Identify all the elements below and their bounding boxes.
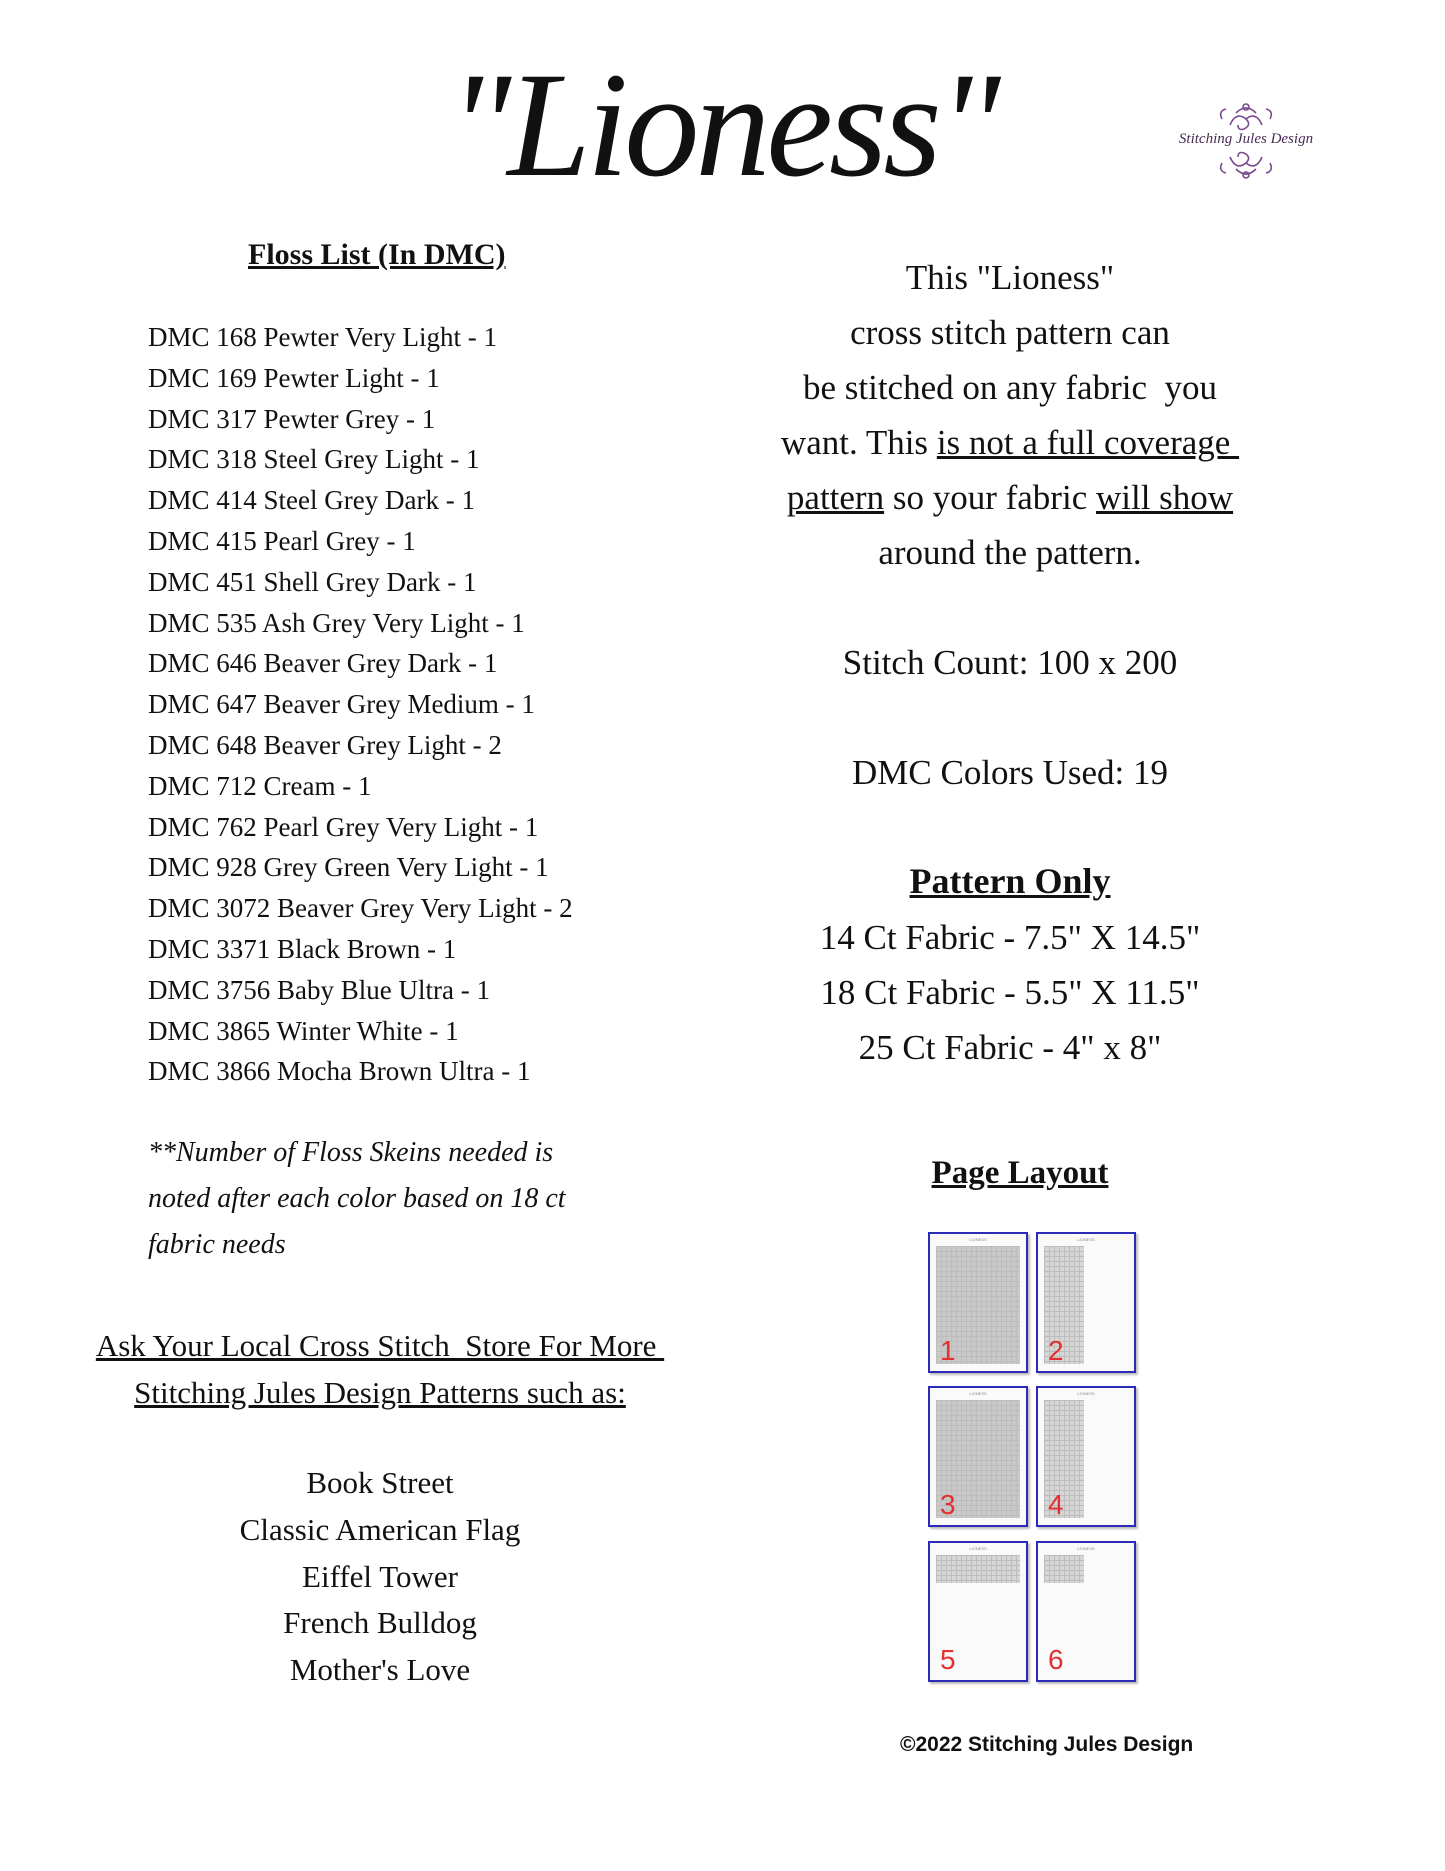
desc-line: cross stitch pattern can — [850, 313, 1170, 352]
desc-line — [740, 470, 1280, 525]
floss-item: DMC 317 Pewter Grey - 1 — [148, 403, 436, 434]
thumbnail-caption: LIONESS — [1077, 1391, 1095, 1396]
page-number: 3 — [940, 1489, 956, 1520]
stitch-grid — [1044, 1555, 1084, 1583]
desc-line: be stitched on any fabric you — [802, 368, 1218, 407]
floss-item: DMC 169 Pewter Light - 1 — [148, 362, 440, 393]
thumbnail-caption: LIONESS — [1077, 1237, 1095, 1242]
fabric-size-list — [740, 910, 1280, 1075]
pattern-name: Mother's Love — [289, 1652, 471, 1688]
desc-line: around the pattern. — [878, 533, 1142, 572]
desc-line: This "Lioness" — [905, 258, 1115, 297]
floss-item: DMC 318 Steel Grey Light - 1 — [148, 444, 480, 475]
stitch-grid — [936, 1555, 1020, 1583]
page-number: 1 — [940, 1335, 956, 1366]
floss-item: DMC 648 Beaver Grey Light - 2 — [148, 729, 502, 760]
page-number: 6 — [1048, 1644, 1064, 1675]
floss-item: DMC 168 Pewter Very Light - 1 — [148, 322, 497, 352]
ask-line-2: Stitching Jules Design Patterns such as: — [134, 1375, 626, 1410]
pattern-name: Classic American Flag — [239, 1511, 521, 1547]
floss-list-heading: Floss List (In DMC) — [248, 238, 506, 271]
pattern-name: French Bulldog — [283, 1605, 477, 1641]
other-patterns-list — [180, 1460, 580, 1694]
pattern-description — [740, 250, 1280, 580]
thumbnail-caption: LIONESS — [969, 1546, 987, 1551]
page-thumbnail-5 — [928, 1541, 1028, 1682]
desc-text: want. This — [780, 423, 937, 462]
floss-item: DMC 3756 Baby Blue Ultra - 1 — [148, 974, 490, 1005]
floss-item: DMC 451 Shell Grey Dark - 1 — [148, 566, 477, 597]
fabric-size: 25 Ct Fabric - 4" x 8" — [858, 1028, 1162, 1067]
logo-text: Stitching Jules Design — [1178, 131, 1314, 147]
page-thumbnail-1 — [928, 1232, 1028, 1373]
brand-logo — [1166, 95, 1326, 190]
pattern-only-heading: Pattern Only — [909, 861, 1111, 901]
page-thumbnail-2 — [1036, 1232, 1136, 1373]
copyright: ©2022 Stitching Jules Design — [900, 1733, 1194, 1756]
page-thumbnail-4 — [1036, 1386, 1136, 1527]
page-number: 5 — [940, 1644, 956, 1675]
thumbnail-caption: LIONESS — [969, 1237, 987, 1242]
stitch-count: Stitch Count: 100 x 200 — [842, 643, 1178, 682]
floss-item: DMC 762 Pearl Grey Very Light - 1 — [148, 811, 539, 842]
desc-emphasis: is not a full coverage — [936, 423, 1240, 462]
ask-local-store-text — [60, 1322, 700, 1416]
page-thumbnail-3 — [928, 1386, 1028, 1527]
thumbnail-caption: LIONESS — [969, 1391, 987, 1396]
desc-emphasis: pattern — [786, 478, 885, 517]
fabric-size: 18 Ct Fabric - 5.5" X 11.5" — [820, 973, 1200, 1012]
ask-line-1: Ask Your Local Cross Stitch Store For More — [95, 1328, 665, 1363]
pattern-name: Book Street — [306, 1465, 454, 1500]
colors-used: DMC Colors Used: 19 — [852, 753, 1168, 792]
skein-note: **Number of Floss Skeins needed is noted after each color based on 18 ct fabric needs — [148, 1137, 566, 1260]
floss-item: DMC 3866 Mocha Brown Ultra - 1 — [148, 1056, 531, 1087]
desc-emphasis: will show — [1095, 478, 1234, 517]
floss-item: DMC 928 Grey Green Very Light - 1 — [148, 852, 549, 883]
page-title: "Lioness" — [448, 42, 997, 208]
floss-item: DMC 646 Beaver Grey Dark - 1 — [148, 648, 498, 679]
floss-item: DMC 3865 Winter White - 1 — [148, 1015, 459, 1046]
floss-item: DMC 3072 Beaver Grey Very Light - 2 — [148, 893, 573, 924]
thumbnail-caption: LIONESS — [1077, 1546, 1095, 1551]
desc-line — [740, 415, 1280, 470]
floss-item: DMC 3371 Black Brown - 1 — [148, 933, 457, 964]
floss-list — [148, 317, 573, 1092]
floss-item: DMC 712 Cream - 1 — [148, 770, 372, 801]
page-number: 4 — [1048, 1489, 1064, 1520]
desc-text: so your fabric — [884, 478, 1096, 517]
pattern-name: Eiffel Tower — [302, 1558, 458, 1594]
page-thumbnail-6 — [1036, 1541, 1136, 1682]
fabric-size: 14 Ct Fabric - 7.5" X 14.5" — [819, 918, 1201, 957]
page-number: 2 — [1048, 1335, 1064, 1366]
floss-item: DMC 647 Beaver Grey Medium - 1 — [148, 689, 535, 720]
floss-item: DMC 535 Ash Grey Very Light - 1 — [148, 607, 525, 638]
page-layout-heading: Page Layout — [931, 1155, 1109, 1191]
floss-item: DMC 414 Steel Grey Dark - 1 — [148, 485, 475, 516]
floss-item: DMC 415 Pearl Grey - 1 — [148, 525, 416, 556]
